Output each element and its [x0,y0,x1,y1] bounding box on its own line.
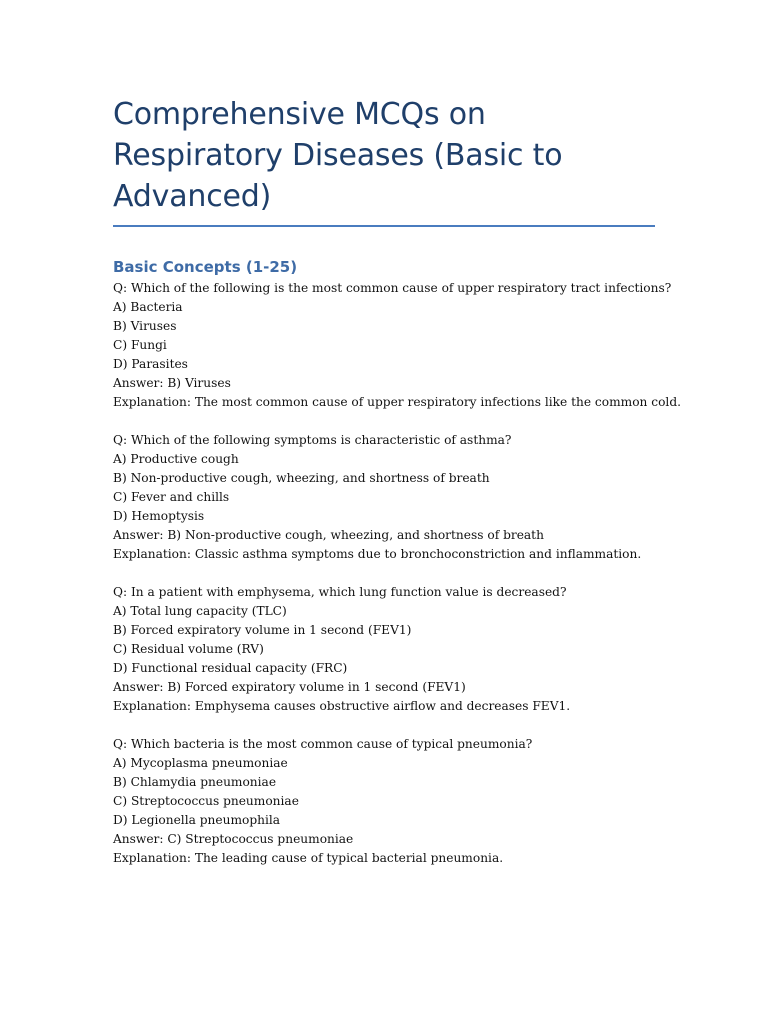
question-text: Q: Which of the following symptoms is characteristic of asthma? [113,433,512,447]
option-b: B) Chlamydia pneumoniae [113,775,277,789]
option-d: D) Hemoptysis [113,509,205,523]
title-underline-rule [113,225,655,227]
option-a: A) Bacteria [113,300,183,314]
question-item [113,583,658,716]
option-b: B) Non-productive cough, wheezing, and shortness of breath [113,471,490,485]
option-c: C) Fungi [113,338,167,352]
question-text: Q: In a patient with emphysema, which lung function value is decreased? [113,585,567,599]
question-text: Q: Which of the following is the most common cause of upper respiratory tract infections? [113,281,672,295]
document-title: Comprehensive MCQs on Respiratory Diseases (Basic to Advanced) [113,97,563,214]
option-d: D) Functional residual capacity (FRC) [113,661,348,675]
question-text: Q: Which bacteria is the most common cause of typical pneumonia? [113,737,533,751]
document-content [113,94,681,868]
option-b: B) Forced expiratory volume in 1 second (FEV1) [113,623,412,637]
option-c: C) Fever and chills [113,490,230,504]
option-c: C) Streptococcus pneumoniae [113,794,299,808]
explanation-text: Explanation: The most common cause of upper respiratory infections like the common cold. [113,395,681,409]
option-a: A) Total lung capacity (TLC) [113,604,287,618]
answer-text: Answer: B) Forced expiratory volume in 1 second (FEV1) [113,680,466,694]
option-d: D) Legionella pneumophila [113,813,281,827]
question-item [113,431,658,564]
answer-text: Answer: C) Streptococcus pneumoniae [113,832,354,846]
explanation-text: Explanation: Emphysema causes obstructive airflow and decreases FEV1. [113,699,571,713]
question-item [113,735,658,868]
answer-text: Answer: B) Non-productive cough, wheezing, and shortness of breath [113,528,544,542]
explanation-text: Explanation: The leading cause of typical bacterial pneumonia. [113,851,504,865]
explanation-text: Explanation: Classic asthma symptoms due to bronchoconstriction and inflammation. [113,547,642,561]
option-c: C) Residual volume (RV) [113,642,264,656]
option-d: D) Parasites [113,357,188,371]
option-a: A) Productive cough [113,452,239,466]
question-item [113,279,681,412]
option-a: A) Mycoplasma pneumoniae [113,756,288,770]
answer-text: Answer: B) Viruses [113,376,231,390]
option-b: B) Viruses [113,319,177,333]
section-heading: Basic Concepts (1-25) [113,258,298,276]
question-list [113,279,681,868]
